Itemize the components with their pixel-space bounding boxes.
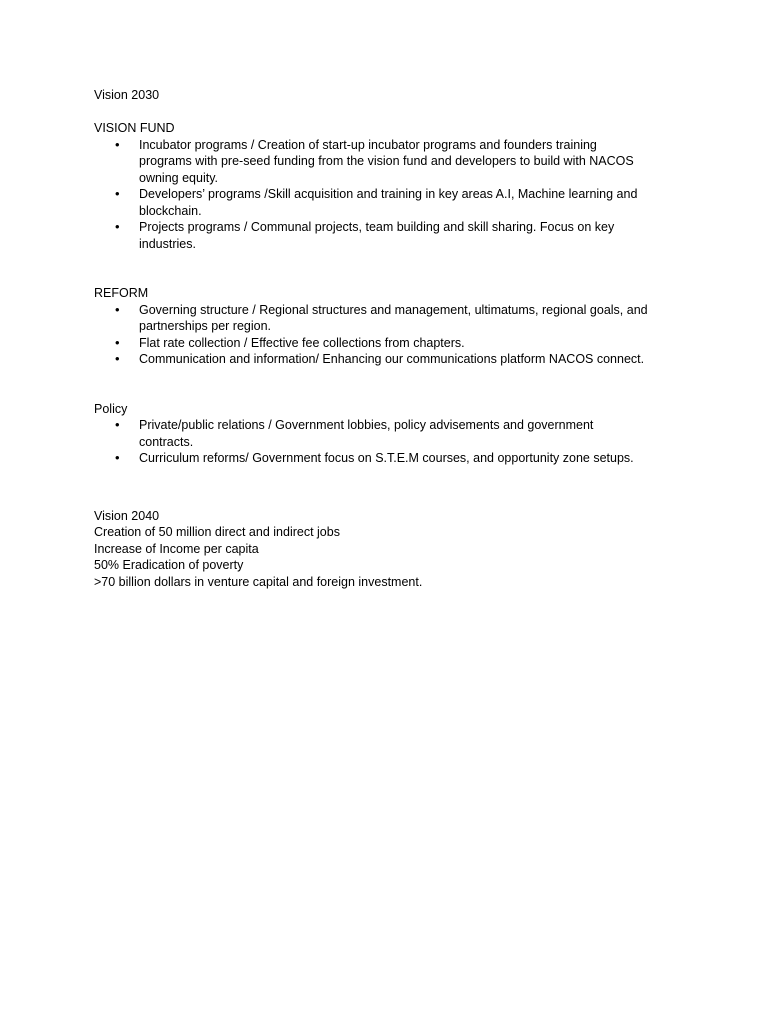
- bullet-list: [94, 302, 684, 368]
- doc-title: Vision 2030: [94, 88, 160, 102]
- list-item-line: industries.: [139, 236, 196, 251]
- section-vision-fund: [94, 120, 684, 252]
- list-item-line: blockchain.: [139, 203, 202, 218]
- list-item-line: partnerships per region.: [139, 319, 272, 333]
- section-heading: VISION FUND: [94, 121, 175, 135]
- bullet-list: [94, 417, 684, 467]
- list-item-line: programs with pre-seed funding from the vision fund and developers to build with NACOS: [139, 154, 634, 168]
- spacer: [94, 368, 684, 401]
- section-heading: Vision 2040: [94, 508, 160, 523]
- list-item-line: Projects programs / Communal projects, team building and skill sharing. Focus on key: [139, 220, 615, 234]
- list-item: [94, 137, 684, 187]
- spacer: [94, 467, 684, 508]
- list-item: • Communication and information/ Enhancing our communications platform NACOS connect.: [94, 351, 684, 368]
- goal-line: >70 billion dollars in venture capital and foreign investment.: [94, 574, 423, 589]
- list-item-line: Developers’ programs /Skill acquisition and training in key areas A.I, Machine learning and: [139, 187, 638, 201]
- goal-line: Increase of Income per capita: [94, 541, 259, 556]
- list-item-line: Incubator programs / Creation of start-up incubator programs and founders training: [139, 137, 597, 152]
- list-item-line: owning equity.: [139, 170, 218, 185]
- goal-line: 50% Eradication of poverty: [94, 558, 244, 572]
- section-policy: [94, 401, 684, 467]
- document-page: [94, 87, 684, 590]
- list-item-line: Private/public relations / Government lobbies, policy advisements and government: [139, 418, 594, 432]
- section-heading: Policy: [94, 401, 128, 416]
- list-item-line: contracts.: [139, 434, 194, 449]
- list-item: • Flat rate collection / Effective fee collections from chapters.: [94, 335, 684, 352]
- bullet-list: [94, 137, 684, 253]
- goal-line: Creation of 50 million direct and indirect jobs: [94, 525, 340, 539]
- spacer: [94, 252, 684, 285]
- list-item: [94, 186, 684, 219]
- list-item: [94, 302, 684, 335]
- list-item-line: Governing structure / Regional structures and management, ultimatums, regional goals, and: [139, 302, 648, 317]
- section-reform: [94, 285, 684, 368]
- list-item: [94, 417, 684, 450]
- spacer: [94, 104, 684, 121]
- section-heading: REFORM: [94, 286, 149, 300]
- section-vision-2040: [94, 508, 684, 591]
- list-item: • Curriculum reforms/ Government focus on S.T.E.M courses, and opportunity zone setups.: [94, 450, 684, 467]
- list-item: [94, 219, 684, 252]
